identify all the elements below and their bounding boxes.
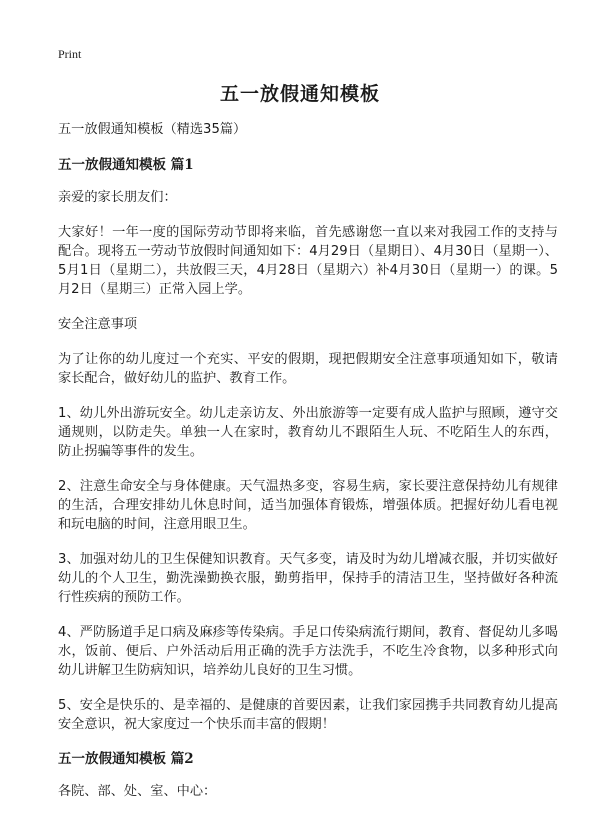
document-subtitle: 五一放假通知模板（精选35篇） [58, 122, 247, 137]
paragraph-item-2: 2、注意生命安全与身体健康。天气温热多变，容易生病，家长要注意保持幼儿有规律的生活，合理安排幼儿休息时间，适当加强体育锻炼，增强体质。把握好幼儿看电视和玩电脑的时间，注意用眼卫生。 [58, 479, 558, 532]
section-heading-1: 五一放假通知模板 篇1 [58, 157, 194, 173]
greeting: 亲爱的家长朋友们： [58, 190, 177, 205]
paragraph-item-3: 3、加强对幼儿的卫生保健知识教育。天气多变，请及时为幼儿增减衣服，并切实做好幼儿的个人卫生，勤洗澡勤换衣服，勤剪指甲，保持手的清洁卫生，坚持做好各种流行性疾病的预防工作。 [58, 552, 558, 605]
addressee: 各院、部、处、室、中心： [58, 784, 217, 799]
paragraph-intro: 为了让你的幼儿度过一个充实、平安的假期，现把假期安全注意事项通知如下，敬请家长配合，做好幼儿的监护、教育工作。 [58, 352, 558, 386]
page-title: 五一放假通知模板 [219, 83, 380, 105]
print-link[interactable]: Print [58, 47, 82, 61]
paragraph-item-1: 1、幼儿外出游玩安全。幼儿走亲访友、外出旅游等一定要有成人监护与照顾，遵守交通规则，以防走失。单独一人在家时，教育幼儿不跟陌生人玩、不吃陌生人的东西，防止拐骗等事件的发生。 [58, 406, 558, 459]
paragraph-item-4: 4、严防肠道手足口病及麻疹等传染病。手足口传染病流行期间，教育、督促幼儿多喝水，饭前、便后、户外活动后用正确的洗手方法洗手，不吃生冷食物，以多种形式向幼儿讲解卫生防病知识，培养幼儿良好的卫生习惯。 [58, 625, 558, 678]
safety-notice-heading: 安全注意事项 [58, 317, 138, 332]
section-heading-2: 五一放假通知模板 篇2 [58, 751, 194, 767]
paragraph-item-5: 5、安全是快乐的、是幸福的、是健康的首要因素，让我们家园携手共同教育幼儿提高安全意识，祝大家度过一个快乐而丰富的假期！ [58, 698, 558, 732]
paragraph-schedule: 大家好！一年一度的国际劳动节即将来临，首先感谢您一直以来对我园工作的支持与配合。现将五一劳动节放假时间通知如下：4月29日（星期日）、4月30日（星期一）、5月1日（星期二），共放假三天，4月28日（星期六）补4月30日（星期一）的课。5月2日（星期三）正常入园上学。 [58, 225, 558, 297]
document-body [58, 120, 558, 817]
